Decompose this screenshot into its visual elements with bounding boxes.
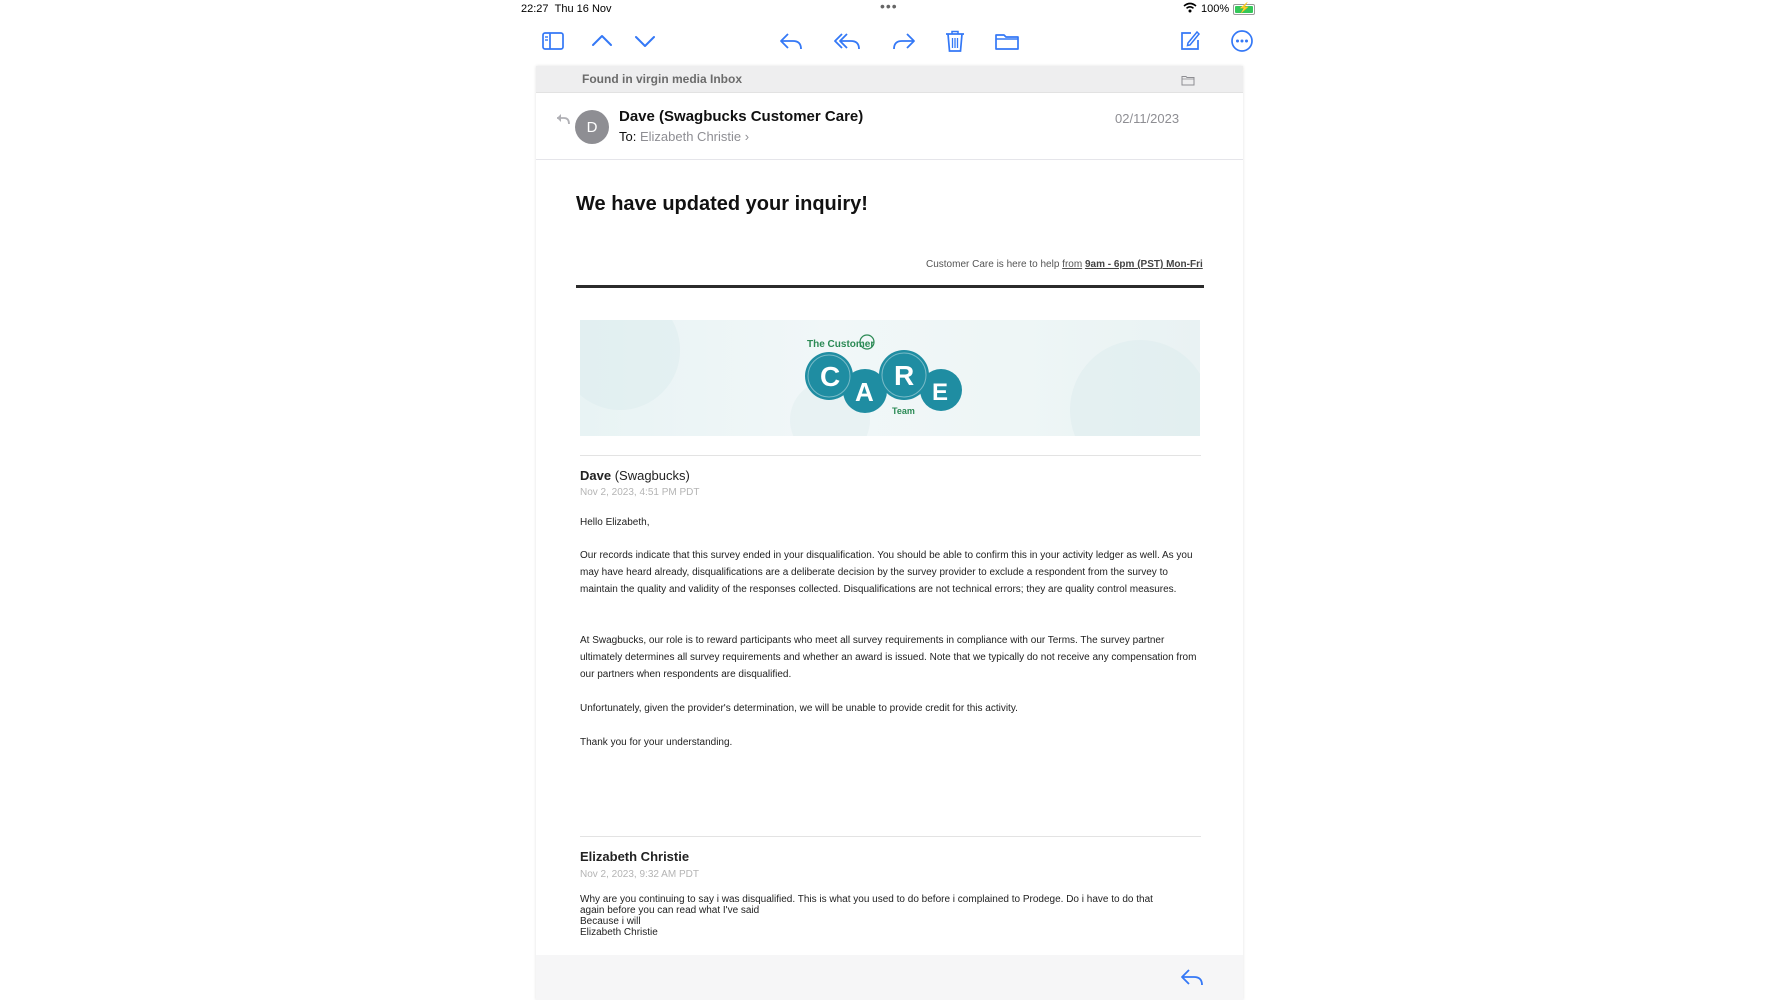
quoted-line: Elizabeth Christie — [580, 927, 658, 938]
to-label: To: — [619, 129, 637, 144]
reply-author-name: Dave — [580, 468, 612, 483]
body-paragraph: Thank you for your understanding. — [580, 737, 733, 748]
status-time: 22:27 — [521, 3, 549, 15]
bottom-action-bar — [536, 955, 1243, 1000]
forward-icon[interactable] — [891, 28, 917, 54]
status-indicators — [1183, 2, 1255, 16]
banner-letter-e: E — [932, 379, 949, 406]
banner-divider — [580, 455, 1201, 456]
banner-small-text: The Customer — [807, 339, 875, 350]
recipient-name[interactable]: Elizabeth Christie — [639, 129, 742, 144]
banner-letter-c: C — [820, 361, 841, 392]
folder-icon[interactable] — [994, 28, 1020, 54]
banner-letter-a: A — [855, 377, 874, 407]
sender-name[interactable]: Dave (Swagbucks Customer Care) — [619, 108, 864, 125]
compose-icon[interactable] — [1177, 28, 1203, 54]
battery-icon: ⚡ — [1233, 4, 1255, 15]
reply-icon[interactable] — [778, 28, 804, 54]
header-rule — [576, 285, 1204, 288]
status-time-date — [521, 3, 612, 15]
more-icon[interactable] — [1229, 28, 1255, 54]
reply-timestamp: Nov 2, 2023, 4:51 PM PDT — [580, 487, 700, 498]
care-hours — [926, 259, 1203, 270]
replied-indicator-icon — [556, 112, 570, 124]
reply-author — [580, 468, 690, 483]
quoted-author-name: Elizabeth Christie — [580, 849, 690, 864]
battery-percent: 100% — [1201, 3, 1230, 15]
reply-all-icon[interactable] — [834, 28, 860, 54]
body-paragraph: Unfortunately, given the provider's determination, we will be unable to provide credit for this activity. — [580, 703, 1018, 714]
reply-divider — [580, 836, 1201, 837]
quoted-line: Because i will — [580, 916, 641, 927]
customer-care-banner — [580, 320, 1200, 436]
bottom-reply-icon[interactable] — [1179, 964, 1205, 990]
reply-author-org: (Swagbucks) — [614, 468, 690, 483]
quoted-timestamp: Nov 2, 2023, 9:32 AM PDT — [580, 869, 699, 880]
quoted-line: Why are you continuing to say i was disqualified. This is what you used to do before i complained to Prodege. Do i have to do that — [580, 894, 1153, 905]
banner-team-text: Team — [892, 406, 915, 416]
care-hours-from[interactable]: from — [1062, 259, 1083, 270]
body-paragraph: Our records indicate that this survey ended in your disqualification. You should be able to confirm this in your activity ledger as well. As you may have heard already, disqualifications are a deliberate decision by the survey provider to exclude a respondent from the survey to maintain the quality and validity of the responses collected. Disqualifications are not technical errors; they are quality control measures. — [580, 550, 1193, 595]
quoted-line: again before you can read what I've said — [580, 905, 760, 916]
chevron-right-icon[interactable]: › — [744, 129, 750, 144]
care-hours-time[interactable]: 9am - 6pm (PST) Mon-Fri — [1084, 259, 1203, 270]
header-divider — [536, 159, 1243, 160]
wifi-icon — [1183, 2, 1197, 16]
quoted-message — [580, 894, 1200, 938]
folder-small-icon[interactable] — [1181, 73, 1195, 84]
chevron-down-icon[interactable] — [632, 28, 658, 54]
body-paragraph: Hello Elizabeth, — [580, 517, 650, 528]
multitasking-dots[interactable]: ••• — [880, 0, 898, 14]
body-paragraph: At Swagbucks, our role is to reward participants who meet all survey requirements in compliance with our Terms. The survey partner ultimately determines all survey requirements and whether an award is issued. Note that we typically do not receive any compensation from our partners when respondents are disqualified. — [580, 635, 1197, 680]
sidebar-toggle-icon[interactable] — [540, 28, 566, 54]
customer-care-logo — [580, 320, 1200, 436]
banner-letter-r: R — [894, 360, 915, 391]
avatar[interactable]: D — [575, 110, 609, 144]
chevron-up-icon[interactable] — [589, 28, 615, 54]
mailbox-note: Found in virgin media Inbox — [582, 72, 743, 86]
to-line — [619, 129, 749, 144]
message-date: 02/11/2023 — [1115, 111, 1180, 126]
trash-icon[interactable] — [942, 28, 968, 54]
status-date: Thu 16 Nov — [554, 3, 612, 15]
care-hours-prefix: Customer Care is here to help — [926, 259, 1063, 270]
email-headline: We have updated your inquiry! — [576, 193, 868, 215]
